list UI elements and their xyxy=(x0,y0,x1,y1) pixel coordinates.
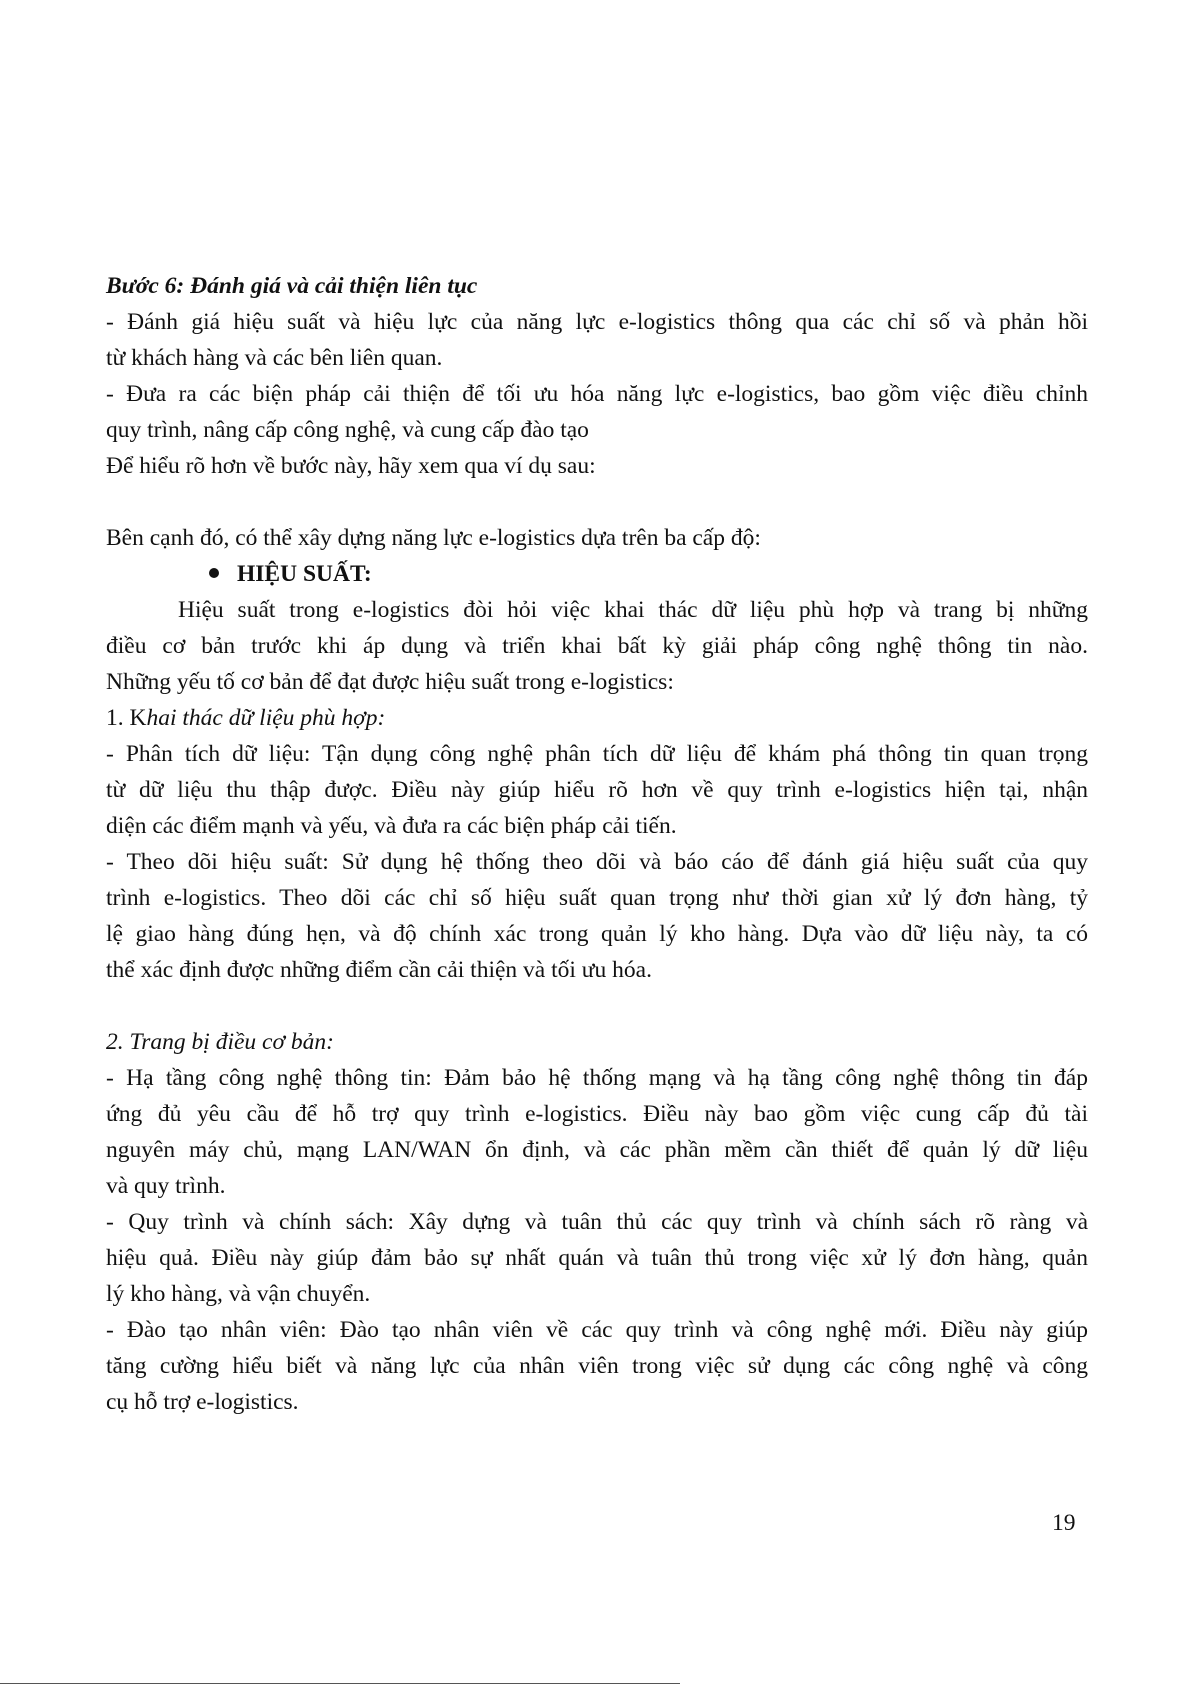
performance-paragraph-line-2: điều cơ bản trước khi áp dụng và triển khai bất kỳ giải pháp công nghệ thông tin nào. xyxy=(106,633,1088,659)
step6-paragraph-2-line-1: - Đưa ra các biện pháp cải thiện để tối ưu hóa năng lực e-logistics, bao gồm việc điều chỉnh xyxy=(106,381,1088,407)
section-1-item-a-line-3: diện các điểm mạnh và yếu, và đưa ra các biện pháp cải tiến. xyxy=(106,813,677,839)
performance-paragraph-line-1: Hiệu suất trong e-logistics đòi hỏi việc khai thác dữ liệu phù hợp và trang bị những xyxy=(178,597,1088,623)
bullet-item-performance xyxy=(106,556,1088,592)
section-1-title xyxy=(106,700,1088,736)
footer-divider xyxy=(0,1683,680,1684)
step6-paragraph-1-line-2: từ khách hàng và các bên liên quan. xyxy=(106,345,443,371)
section-2-item-a-line-4: và quy trình. xyxy=(106,1173,226,1199)
bullet-dot-icon xyxy=(209,568,219,578)
section-2-item-b-line-2: hiệu quả. Điều này giúp đảm bảo sự nhất quán và tuân thủ trong việc xử lý đơn hàng, quản xyxy=(106,1245,1088,1271)
step6-heading: Bước 6: Đánh giá và cải thiện liên tục xyxy=(106,273,478,299)
blank-line xyxy=(106,988,1088,1024)
section-2-item-a-line-1: - Hạ tầng công nghệ thông tin: Đảm bảo hệ thống mạng và hạ tầng công nghệ thông tin đáp xyxy=(106,1065,1088,1091)
section-2-item-c-line-3: cụ hỗ trợ e-logistics. xyxy=(106,1389,299,1415)
performance-paragraph-line-3: Những yếu tố cơ bản để đạt được hiệu suất trong e-logistics: xyxy=(106,669,674,695)
step6-paragraph-2-line-2: quy trình, nâng cấp công nghệ, và cung cấp đào tạo xyxy=(106,417,589,443)
section-1-number: 1. K xyxy=(106,705,147,731)
section-1-item-b-line-1: - Theo dõi hiệu suất: Sử dụng hệ thống theo dõi và báo cáo để đánh giá hiệu suất của quy xyxy=(106,849,1088,875)
section-2-item-c-line-2: tăng cường hiểu biết và năng lực của nhân viên trong việc sử dụng các công nghệ và công xyxy=(106,1353,1088,1379)
section-2 xyxy=(106,1024,1088,1420)
step6-example-intro: Để hiểu rõ hơn về bước này, hãy xem qua ví dụ sau: xyxy=(106,453,596,479)
section-1-item-a-line-1: - Phân tích dữ liệu: Tận dụng công nghệ phân tích dữ liệu để khám phá thông tin quan trọng xyxy=(106,741,1088,767)
bullet-title: HIỆU SUẤT: xyxy=(237,561,372,587)
page-number: 19 xyxy=(1052,1510,1076,1536)
section-1-title-text: hai thác dữ liệu phù hợp: xyxy=(146,705,386,731)
levels-intro: Bên cạnh đó, có thể xây dựng năng lực e-logistics dựa trên ba cấp độ: xyxy=(106,525,761,551)
section-1-item-a-line-2: từ dữ liệu thu thập được. Điều này giúp hiểu rõ hơn về quy trình e-logistics hiện tại, nhận xyxy=(106,777,1088,803)
section-2-item-c-line-1: - Đào tạo nhân viên: Đào tạo nhân viên về các quy trình và công nghệ mới. Điều này giúp xyxy=(106,1317,1088,1343)
document-page xyxy=(106,268,1088,1420)
section-2-item-a-line-2: ứng đủ yêu cầu để hỗ trợ quy trình e-logistics. Điều này bao gồm việc cung cấp đủ tài xyxy=(106,1101,1088,1127)
section-1-item-b-line-3: lệ giao hàng đúng hẹn, và độ chính xác trong quản lý kho hàng. Dựa vào dữ liệu này, ta có xyxy=(106,921,1088,947)
section-2-title: 2. Trang bị điều cơ bản: xyxy=(106,1029,334,1055)
levels-section xyxy=(106,520,1088,700)
section-2-item-a-line-3: nguyên máy chủ, mạng LAN/WAN ổn định, và các phần mềm cần thiết để quản lý dữ liệu xyxy=(106,1137,1088,1163)
step6-paragraph-1-line-1: - Đánh giá hiệu suất và hiệu lực của năng lực e-logistics thông qua các chỉ số và phản hồi xyxy=(106,309,1088,335)
section-1 xyxy=(106,700,1088,988)
blank-line xyxy=(106,484,1088,520)
section-1-item-b-line-4: thể xác định được những điểm cần cải thiện và tối ưu hóa. xyxy=(106,957,652,983)
step6-section xyxy=(106,268,1088,484)
section-2-item-b-line-1: - Quy trình và chính sách: Xây dựng và tuân thủ các quy trình và chính sách rõ ràng và xyxy=(106,1209,1088,1235)
section-1-item-b-line-2: trình e-logistics. Theo dõi các chỉ số hiệu suất quan trọng như thời gian xử lý đơn hàng, tỷ xyxy=(106,885,1088,911)
section-2-item-b-line-3: lý kho hàng, và vận chuyển. xyxy=(106,1281,371,1307)
